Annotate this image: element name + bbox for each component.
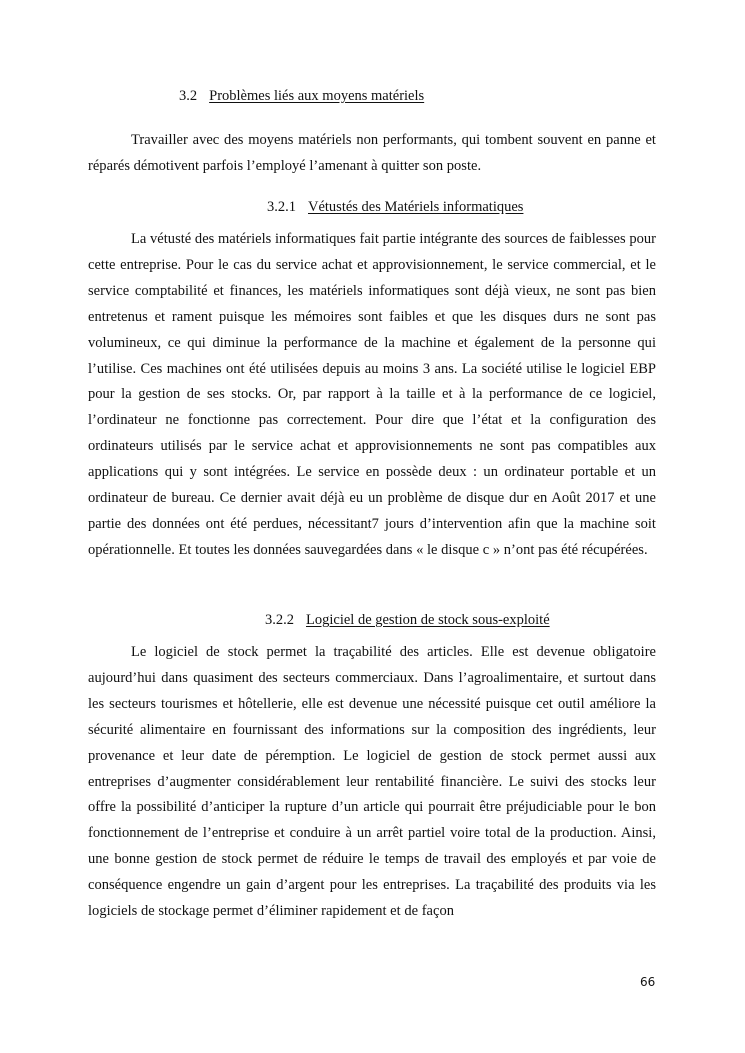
- section-number: 3.2.1: [267, 199, 296, 215]
- section-heading-3-2-2: [265, 611, 550, 629]
- section-heading-3-2: [179, 87, 424, 105]
- page-number: 66: [640, 975, 656, 989]
- section-heading-3-2-1: [267, 198, 523, 216]
- paragraph-intro: Travailler avec des moyens matériels non performants, qui tombent souvent en panne et réparés démotivent parfois l’employé l’amenant à quitter son poste.: [88, 132, 656, 174]
- section-title: Vétustés des Matériels informatiques: [308, 199, 524, 215]
- section-title: Logiciel de gestion de stock sous-exploité: [306, 612, 550, 628]
- paragraph-vetuste: La vétusté des matériels informatiques fait partie intégrante des sources de faiblesses pour cette entreprise. Pour le cas du service achat et approvisionnement, le service commercial, et le service comptabilité et finances, les matériels informatiques sont déjà vieux, ne sont pas bien entretenus et rament puisque les mémoires sont faibles et que les disques durs ne sont pas volumineux, ce qui diminue la performance de la machine et également de la personne qui l’utilise. Ces machines ont été utilisées depuis au moins 3 ans. La société utilise le logiciel EBP pour la gestion de ses stocks. Or, par rapport à la taille et à la performance de ce logiciel, l’ordinateur ne fonctionne pas correctement. Pour dire que l’état et la configuration des ordinateurs utilisés par le service achat et approvisionnements ne sont pas compatibles aux applications qui y sont intégrées. Le service en possède deux : un ordinateur portable et un ordinateur de bureau. Ce dernier avait déjà eu un problème de disque dur en Août 2017 et une partie des données ont été perdues, nécessitant7 jours d’intervention afin que la machine soit opérationnelle. Et toutes les données sauvegardées dans « le disque c » n’ont pas été récupérées.: [88, 231, 656, 558]
- section-number: 3.2.2: [265, 612, 294, 628]
- paragraph-logiciel-stock: Le logiciel de stock permet la traçabilité des articles. Elle est devenue obligatoire aujourd’hui dans quasiment des secteurs commerciaux. Dans l’agroalimentaire, et surtout dans les secteurs tourismes et hôtellerie, elle est devenue une nécessité puisque cet outil améliore la sécurité alimentaire en fournissant des informations sur la composition des ingrédients, leur provenance et leur date de péremption. Le logiciel de gestion de stock permet aussi aux entreprises d’augmenter considérablement leur rentabilité financière. Le suivi des stocks leur offre la possibilité d’anticiper la rupture d’un article qui pourrait être préjudiciable pour le bon fonctionnement de l’entreprise et conduire à un arrêt partiel voire total de la production. Ainsi, une bonne gestion de stock permet de réduire le temps de travail des employés et par voie de conséquence engendre un gain d’argent pour les entreprises. La traçabilité des produits via les logiciels de stockage permet d’éliminer rapidement et de façon: [88, 644, 656, 920]
- section-title: Problèmes liés aux moyens matériels: [209, 88, 425, 104]
- section-number: 3.2: [179, 88, 198, 104]
